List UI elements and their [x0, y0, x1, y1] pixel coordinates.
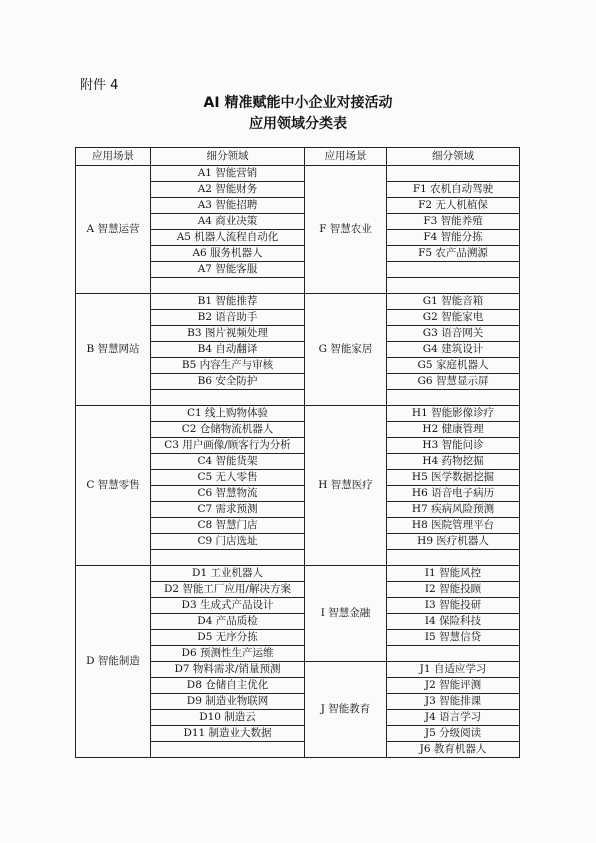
right-field-cell: J2 智能评测 [387, 677, 520, 693]
left-field-cell [151, 741, 305, 757]
left-field-cell: B3 图片视频处理 [151, 325, 305, 341]
right-field-cell: G6 智慧显示屏 [387, 373, 520, 389]
right-field-cell [387, 549, 520, 565]
left-field-cell: B1 智能推荐 [151, 293, 305, 309]
right-scene-cell: G 智能家居 [305, 293, 387, 405]
right-field-cell: G5 家庭机器人 [387, 357, 520, 373]
document-title: AI 精准赋能中小企业对接活动 [203, 95, 393, 111]
left-scene-cell: B 智慧网站 [76, 293, 151, 405]
table-row [76, 405, 520, 421]
document-subtitle: 应用领域分类表 [249, 116, 347, 132]
right-field-cell: J5 分级阅读 [387, 725, 520, 741]
left-field-cell: C1 线上购物体验 [151, 405, 305, 421]
right-field-cell: H6 语音电子病历 [387, 485, 520, 501]
left-field-cell: C9 门店选址 [151, 533, 305, 549]
right-field-cell: H1 智能影像诊疗 [387, 405, 520, 421]
left-field-cell: D8 仓储自主优化 [151, 677, 305, 693]
classification-table [75, 147, 520, 758]
right-scene-cell: H 智慧医疗 [305, 405, 387, 565]
right-field-cell [387, 165, 520, 181]
table-row [76, 293, 520, 309]
left-field-cell: A2 智能财务 [151, 181, 305, 197]
right-field-cell: H4 药物挖掘 [387, 453, 520, 469]
right-field-cell: H3 智能问诊 [387, 437, 520, 453]
right-field-cell: G3 语音网关 [387, 325, 520, 341]
left-field-cell: A5 机器人流程自动化 [151, 229, 305, 245]
right-field-cell: H7 疾病风险预测 [387, 501, 520, 517]
left-field-cell [151, 277, 305, 293]
left-field-cell: D7 物料需求/销量预测 [151, 661, 305, 677]
left-field-cell: D10 制造云 [151, 709, 305, 725]
right-field-cell: I2 智能投顾 [387, 581, 520, 597]
left-field-cell: A4 商业决策 [151, 213, 305, 229]
attachment-label: 附件 4 [80, 78, 119, 93]
right-field-cell: G2 智能家电 [387, 309, 520, 325]
right-field-cell: H9 医疗机器人 [387, 533, 520, 549]
right-field-cell [387, 261, 520, 277]
left-field-cell: C8 智慧门店 [151, 517, 305, 533]
left-field-cell: D6 预测性生产运维 [151, 645, 305, 661]
right-field-cell: I5 智慧信贷 [387, 629, 520, 645]
right-field-cell: I1 智能风控 [387, 565, 520, 581]
right-field-cell: H8 医院管理平台 [387, 517, 520, 533]
right-field-cell [387, 389, 520, 405]
left-field-cell: D11 制造业大数据 [151, 725, 305, 741]
left-scene-header: 应用场景 [76, 148, 151, 166]
header-row [76, 148, 520, 166]
left-field-cell: B6 安全防护 [151, 373, 305, 389]
left-field-cell: B5 内容生产与审核 [151, 357, 305, 373]
left-field-cell: D5 无序分拣 [151, 629, 305, 645]
right-field-cell: J1 自适应学习 [387, 661, 520, 677]
left-field-cell: C7 需求预测 [151, 501, 305, 517]
right-field-cell: J6 教育机器人 [387, 741, 520, 757]
left-scene-cell: D 智能制造 [76, 565, 151, 757]
right-field-cell: G4 建筑设计 [387, 341, 520, 357]
left-scene-cell: C 智慧零售 [76, 405, 151, 565]
right-field-cell: J4 语言学习 [387, 709, 520, 725]
right-field-cell: F1 农机自动驾驶 [387, 181, 520, 197]
left-field-cell: D2 智能工厂应用/解决方案 [151, 581, 305, 597]
right-scene-cell: F 智慧农业 [305, 165, 387, 293]
right-field-cell: H5 医学数据挖掘 [387, 469, 520, 485]
left-field-cell: C2 仓储物流机器人 [151, 421, 305, 437]
right-field-cell: F3 智能养殖 [387, 213, 520, 229]
left-field-cell: A6 服务机器人 [151, 245, 305, 261]
left-field-cell: A1 智能营销 [151, 165, 305, 181]
right-scene-header: 应用场景 [305, 148, 387, 166]
right-field-cell: G1 智能音箱 [387, 293, 520, 309]
left-field-cell [151, 389, 305, 405]
left-field-cell: C4 智能货架 [151, 453, 305, 469]
left-field-cell: D3 生成式产品设计 [151, 597, 305, 613]
right-scene-cell: I 智慧金融 [305, 565, 387, 661]
left-field-cell: C3 用户画像/顾客行为分析 [151, 437, 305, 453]
right-field-cell: I4 保险科技 [387, 613, 520, 629]
right-field-cell: J3 智能排课 [387, 693, 520, 709]
left-field-cell: B2 语音助手 [151, 309, 305, 325]
left-field-cell: C6 智慧物流 [151, 485, 305, 501]
table-row [76, 165, 520, 181]
left-field-cell: A7 智能客服 [151, 261, 305, 277]
left-field-cell: D4 产品质检 [151, 613, 305, 629]
right-field-cell [387, 645, 520, 661]
right-scene-cell: J 智能教育 [305, 661, 387, 757]
left-field-header: 细分领域 [151, 148, 305, 166]
left-field-cell: D1 工业机器人 [151, 565, 305, 581]
right-field-header: 细分领域 [387, 148, 520, 166]
right-field-cell [387, 277, 520, 293]
right-field-cell: H2 健康管理 [387, 421, 520, 437]
left-field-cell: D9 制造业物联网 [151, 693, 305, 709]
right-field-cell: F4 智能分拣 [387, 229, 520, 245]
left-field-cell: C5 无人零售 [151, 469, 305, 485]
left-scene-cell: A 智慧运营 [76, 165, 151, 293]
right-field-cell: I3 智能投研 [387, 597, 520, 613]
left-field-cell [151, 549, 305, 565]
left-field-cell: B4 自动翻译 [151, 341, 305, 357]
right-field-cell: F2 无人机植保 [387, 197, 520, 213]
right-field-cell: F5 农产品溯源 [387, 245, 520, 261]
table-row [76, 565, 520, 581]
left-field-cell: A3 智能招聘 [151, 197, 305, 213]
